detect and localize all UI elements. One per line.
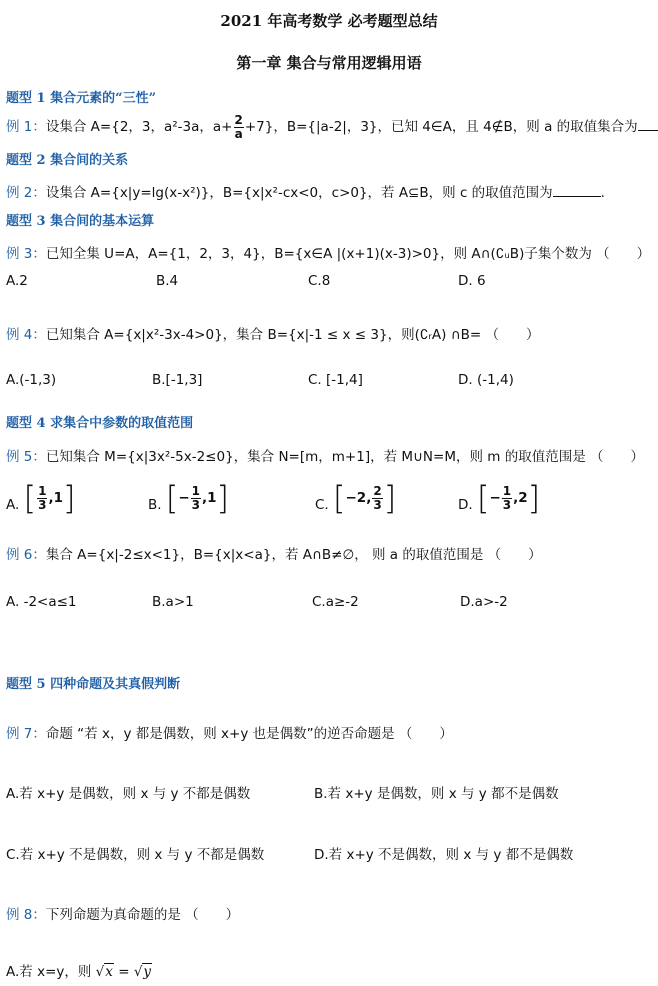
option-a[interactable]: A. -2<a≤1 (6, 594, 77, 610)
question-text: 已知集合 M={x|3x²-5x-2≤0}，集合 N=[m，m+1]，若 M∪N=M，则 m 的取值范围是 （ ） (45, 449, 644, 465)
example-3 (6, 242, 650, 262)
example-7 (6, 722, 453, 742)
fraction: $\frac{2}{a}$ (234, 113, 243, 141)
option-d[interactable]: D.a>-2 (460, 594, 508, 610)
type-heading-4: 题型 4 求集合中参数的取值范围 (6, 416, 194, 431)
sqrt-right: y (143, 964, 152, 980)
question-text: 下列命题为真命题的是 （ ） (45, 907, 240, 923)
example-label: 例 7： (6, 726, 46, 742)
option-c[interactable]: C.若 x+y 不是偶数，则 x 与 y 不都是偶数 (6, 847, 265, 863)
answer-blank[interactable] (553, 184, 601, 197)
example-label: 例 4： (6, 327, 46, 343)
example-5 (6, 445, 644, 465)
option-d[interactable]: D.若 x+y 不是偶数，则 x 与 y 都不是偶数 (314, 847, 574, 863)
example-4 (6, 323, 539, 343)
question-tail: . (600, 185, 605, 201)
option-letter: D. (458, 497, 473, 513)
option-c[interactable]: C.a≥-2 (312, 594, 359, 610)
option-a[interactable]: A.若 x+y 是偶数，则 x 与 y 不都是偶数 (6, 786, 251, 802)
interval: [ − $\frac{1}{3}$ ,1 ] (165, 479, 230, 517)
example-label: 例 5： (6, 449, 46, 465)
question-text-cont: +7}，B={|a-2|，3}，已知 4∈A，且 4∉B，则 a 的取值集合为 (244, 119, 638, 136)
option-c[interactable] (315, 479, 397, 517)
option-letter: C. (315, 497, 329, 513)
type-heading-1: 题型 1 集合元素的“三性” (6, 91, 157, 106)
example-2 (6, 181, 605, 201)
option-text: A.若 x=y，则 (6, 964, 92, 980)
option-c[interactable]: C.8 (308, 273, 331, 289)
example-label: 例 6： (6, 547, 46, 563)
option-a[interactable]: A.2 (6, 273, 28, 289)
option-d[interactable]: D. (-1,4) (458, 372, 514, 388)
option-letter: B. (148, 497, 162, 513)
option-a[interactable]: A.若 x=y，则 √x = √y (6, 964, 152, 980)
interval: [ $\frac{1}{3}$ ,1 ] (23, 479, 76, 517)
interval: [ − $\frac{1}{3}$ ,2 ] (476, 479, 541, 517)
type-heading-5: 题型 5 四种命题及其真假判断 (6, 677, 181, 692)
sqrt-left: x (105, 964, 113, 980)
example-label: 例 2： (6, 185, 46, 201)
answer-blank[interactable] (638, 118, 658, 131)
example-label: 例 8： (6, 907, 46, 923)
document-title: 2021 年高考数学 必考题型总结 (220, 12, 438, 30)
example-8 (6, 903, 239, 923)
option-b[interactable]: B.[-1,3] (152, 372, 203, 388)
type-heading-3: 题型 3 集合间的基本运算 (6, 214, 155, 229)
option-b[interactable]: B.4 (156, 273, 179, 289)
option-a[interactable] (6, 479, 76, 517)
type-heading-2: 题型 2 集合间的关系 (6, 153, 129, 168)
example-label: 例 1： (6, 119, 46, 136)
example-1 (6, 114, 658, 140)
option-a[interactable]: A.(-1,3) (6, 372, 57, 388)
option-d[interactable]: D. 6 (458, 273, 486, 289)
question-text: 设集合 A={x|y=lg(x-x²)}，B={x|x²-cx<0，c>0}，若 A⊆B，则 c 的取值范围为 (45, 185, 553, 201)
option-letter: A. (6, 497, 20, 513)
option-d[interactable] (458, 479, 541, 517)
question-text: 已知全集 U=A，A={1，2，3，4}，B={x∈A |(x+1)(x-3)>0}，则 A∩(∁ᵤB)子集个数为 （ ） (45, 246, 651, 262)
example-label: 例 3： (6, 246, 46, 262)
interval: [ −2, $\frac{2}{3}$ ] (333, 479, 397, 517)
question-text: 集合 A={x|-2≤x<1}，B={x|x<a}，若 A∩B≠∅， 则 a 的取值范围是 （ ） (45, 547, 542, 563)
chapter-title: 第一章 集合与常用逻辑用语 (236, 54, 422, 72)
option-b[interactable]: B.a>1 (152, 594, 194, 610)
example-6 (6, 543, 542, 563)
question-text: 设集合 A={2，3，a²-3a，a+ (45, 119, 233, 136)
question-text: 已知集合 A={x|x²-3x-4>0}，集合 B={x|-1 ≤ x ≤ 3}，则(∁ᵣA) ∩B= （ ） (45, 327, 540, 343)
option-c[interactable]: C. [-1,4] (308, 372, 363, 388)
option-b[interactable]: B.若 x+y 是偶数，则 x 与 y 都不是偶数 (314, 786, 559, 802)
question-text: 命题 “若 x，y 都是偶数，则 x+y 也是偶数”的逆否命题是 （ ） (45, 726, 453, 742)
option-b[interactable] (148, 479, 230, 517)
